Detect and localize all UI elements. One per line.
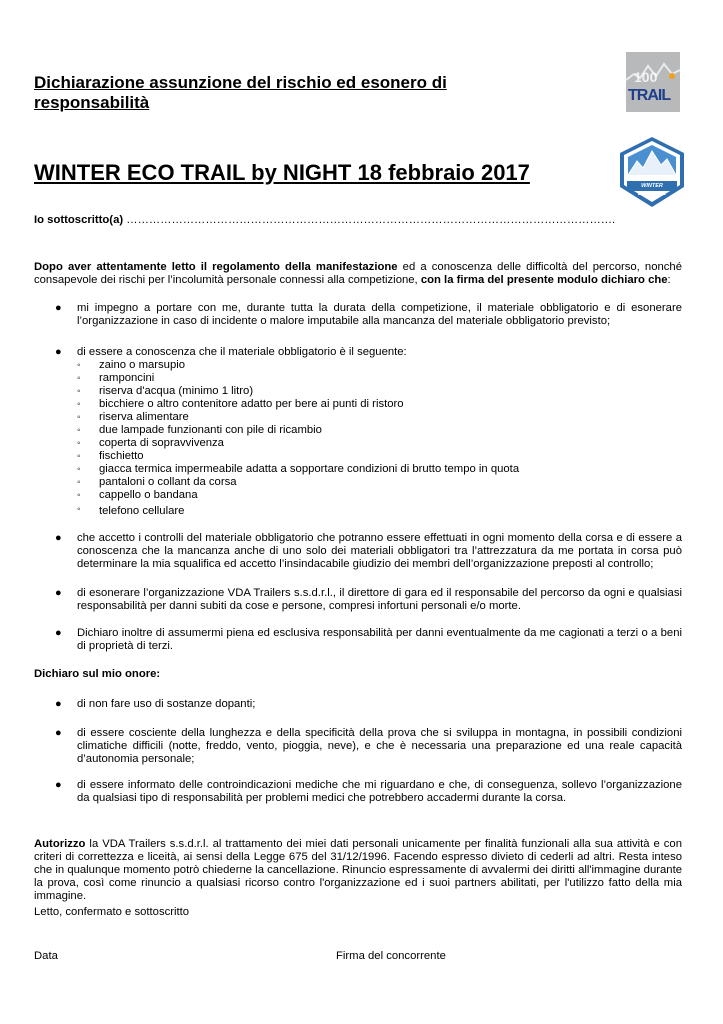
intro-paragraph	[34, 261, 682, 287]
sub-bullet-marker: ◦	[77, 425, 81, 436]
bullet-marker: ●	[55, 587, 62, 599]
material-item: ramponcini	[99, 372, 155, 384]
honor-heading: Dichiaro sul mio onore:	[34, 668, 161, 680]
honor-item: di essere informato delle controindicazioni mediche che mi riguardano e che, di conseguenza, sollevo l’organizzazione da qualsiasi tipo di responsabilità per problemi medici che potrebbero accadermi durante la corsa.	[77, 779, 682, 804]
trail-logo-text: TRAIL	[628, 87, 671, 104]
signer-dots: ………………………………………………………………………………………………………………….	[126, 214, 616, 226]
signer-label: Io sottoscritto(a)	[34, 214, 124, 226]
sub-bullet-marker: ◦	[77, 464, 81, 475]
material-item: cappello o bandana	[99, 489, 198, 501]
sub-bullet-marker: ◦	[77, 412, 81, 423]
sub-bullet-marker: ◦	[77, 399, 81, 410]
material-item: zaino o marsupio	[99, 359, 186, 371]
bullet-marker: ●	[55, 727, 62, 739]
winter-ecotrail-logo	[617, 135, 687, 209]
declaration-item: di esonerare l’organizzazione VDA Trailers s.s.d.r.l., il direttore di gara ed il responsabile del percorso da ogni e qualsiasi responsabilità per danni subiti da cose e persone, compresi infortuni personali e/o morte.	[77, 587, 682, 612]
event-title: WINTER ECO TRAIL by NIGHT 18 febbraio 2017	[34, 160, 530, 185]
bullet-marker: ●	[55, 346, 62, 358]
material-item: due lampade funzionanti con pile di ricambio	[99, 424, 322, 436]
sub-bullet-marker: ◦	[77, 477, 81, 488]
intro-colon: :	[667, 274, 671, 286]
sub-bullet-marker: ◦	[77, 451, 81, 462]
declaration-item: mi impegno a portare con me, durante tutta la durata della competizione, il materiale obbligatorio e di esonerare l’organizzazione in caso di incidente o malore imputabile alla mancanza del materiale obbligatorio previsto;	[77, 302, 682, 327]
intro-bold-end: con la firma del presente modulo dichiaro che	[420, 274, 668, 286]
material-item: bicchiere o altro contenitore adatto per bere ai punti di ristoro	[99, 398, 404, 410]
material-item: giacca termica impermeabile adatta a sopportare condizioni di brutto tempo in quota	[99, 463, 520, 475]
sub-bullet-marker: ◦	[77, 504, 81, 515]
bullet-marker: ●	[55, 302, 62, 314]
svg-text:100: 100	[634, 69, 658, 85]
sub-bullet-marker: ◦	[77, 373, 81, 384]
document-heading: Dichiarazione assunzione del rischio ed esonero di responsabilità	[34, 73, 447, 112]
honor-item: di essere cosciente della lunghezza e della specificità della prova che si sviluppa in montagna, in possibili condizioni climatiche difficili (notte, freddo, vento, pioggia, neve), e che è necessaria una preparazione ed una reale capacità d’autonomia personale;	[77, 727, 682, 765]
sub-bullet-marker: ◦	[77, 360, 81, 371]
bullet-marker: ●	[55, 779, 62, 791]
closing-statement: Letto, confermato e sottoscritto	[34, 906, 190, 918]
intro-middle: ed a conoscenza delle difficoltà del percorso, nonché consapevole dei rischi per l’incolumità personale connessi alla competizione,	[34, 261, 682, 286]
bullet-marker: ●	[55, 627, 62, 639]
material-item: riserva alimentare	[99, 411, 189, 423]
intro-bold-start: Dopo aver attentamente letto il regolamento della manifestazione	[34, 261, 398, 273]
authorization-bold: Autorizzo	[34, 838, 86, 850]
honor-item: di non fare uso di sostanze dopanti;	[77, 698, 256, 710]
sub-bullet-marker: ◦	[77, 438, 81, 449]
declaration-item: Dichiaro inoltre di assumermi piena ed esclusiva responsabilità per danni eventualmente da me cagionati a terzi o a beni di proprietà di terzi.	[77, 627, 682, 652]
bullet-marker: ●	[55, 698, 62, 710]
authorization-text: la VDA Trailers s.s.d.r.l. al trattamento dei miei dati personali unicamente per finalità funzionali alla sua attività e con criteri di correttezza e liceità, ai sensi della Legge 675 del 31/12/1996. Facendo espresso divieto di cederli ad altri. Resta inteso che in qualunque momento potrò chiederne la cancellazione. Rinuncio espressamente di avvalermi dei diritti all'immagine durante la prova, così come rinuncio a qualsiasi ricorso contro l'organizzazione ed i suoi partners abilitati, per l'utilizzo fatto della mia immagine.	[34, 838, 682, 902]
signer-line	[34, 214, 654, 227]
authorization-paragraph	[34, 838, 682, 903]
bullet-marker: ●	[55, 532, 62, 544]
material-item: telefono cellulare	[99, 505, 185, 517]
trail-logo	[626, 52, 680, 112]
sub-bullet-marker: ◦	[77, 386, 81, 397]
signature-label: Firma del concorrente	[336, 950, 446, 962]
date-label: Data	[34, 950, 58, 962]
material-item: fischietto	[99, 450, 144, 462]
winter-ecotrail-logo-text: WINTER ECOTRAIL	[637, 183, 667, 197]
material-item: pantaloni o collant da corsa	[99, 476, 237, 488]
material-item: riserva d'acqua (minimo 1 litro)	[99, 385, 254, 397]
material-item: coperta di sopravvivenza	[99, 437, 224, 449]
sub-bullet-marker: ◦	[77, 490, 81, 501]
declaration-item: di essere a conoscenza che il materiale obbligatorio è il seguente:	[77, 346, 407, 358]
declaration-item: che accetto i controlli del materiale obbligatorio che potranno essere effettuati in ogni momento della corsa e di essere a conoscenza che la mancanza anche di uno solo dei materiali obbligatori tra l’attrezzatura da me portata in corsa può determinare la mia squalifica ed accetto l’insindacabile giudizio dei membri dell’organizzazione preposti al controllo;	[77, 532, 682, 570]
